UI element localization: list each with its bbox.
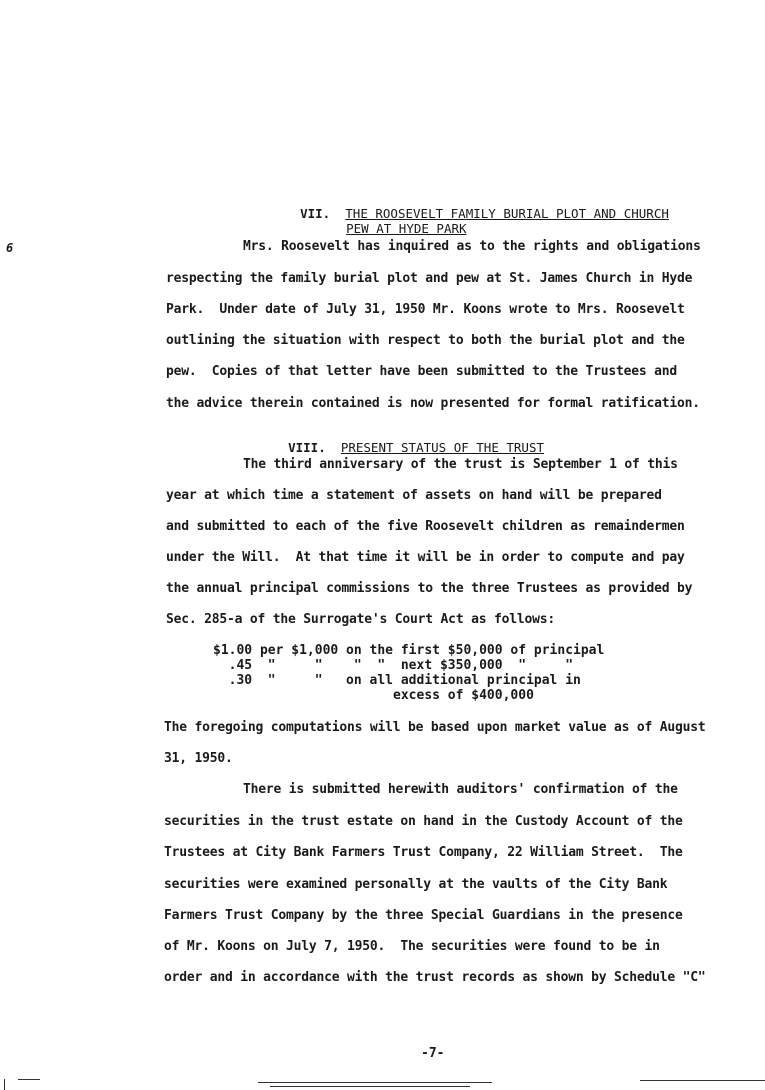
- section-viii-title: PRESENT STATUS OF THE TRUST: [340, 440, 545, 455]
- commission-table-row: .30 " " on all additional principal in: [213, 673, 581, 688]
- para4-line: Farmers Trust Company by the three Special Guardians in the presence: [164, 908, 683, 923]
- commission-table-row: excess of $400,000: [213, 688, 534, 703]
- page-number: -7-: [421, 1046, 445, 1061]
- para4-line: securities were examined personally at the vaults of the City Bank: [164, 877, 668, 892]
- bottom-tick: [4, 1079, 5, 1090]
- commission-table-row: $1.00 per $1,000 on the first $50,000 of principal: [213, 643, 605, 658]
- para3-line: 31, 1950.: [164, 751, 233, 766]
- para1-line: outlining the situation with respect to both the burial plot and the: [166, 333, 685, 348]
- para2-line: under the Will. At that time it will be in order to compute and pay: [166, 550, 685, 565]
- para1-line: respecting the family burial plot and pew at St. James Church in Hyde: [166, 271, 693, 286]
- section-vii-title-line2: PEW AT HYDE PARK: [346, 221, 467, 236]
- para4-line: order and in accordance with the trust records as shown by Schedule "C": [164, 970, 706, 985]
- para3-line: The foregoing computations will be based upon market value as of August: [164, 720, 706, 735]
- para4-line: Trustees at City Bank Farmers Trust Company, 22 William Street. The: [164, 845, 683, 860]
- para2-line: year at which time a statement of assets on hand will be prepared: [166, 488, 662, 503]
- para4-line: of Mr. Koons on July 7, 1950. The securities were found to be in: [164, 939, 660, 954]
- para4-line: securities in the trust estate on hand in the Custody Account of the: [164, 814, 683, 829]
- para2-line: and submitted to each of the five Roosevelt children as remaindermen: [166, 519, 685, 534]
- bottom-rule-center-2: [270, 1086, 470, 1087]
- para1-line: pew. Copies of that letter have been submitted to the Trustees and: [166, 364, 677, 379]
- bottom-rule-right: [640, 1080, 765, 1081]
- section-viii-number: VIII.: [288, 440, 326, 455]
- para1-line: Park. Under date of July 31, 1950 Mr. Koons wrote to Mrs. Roosevelt: [166, 302, 685, 317]
- margin-mark: 6: [6, 241, 14, 255]
- bottom-rule-center-1: [258, 1082, 492, 1083]
- para2-line: Sec. 285-a of the Surrogate's Court Act as follows:: [166, 612, 555, 627]
- section-vii-title-line1: THE ROOSEVELT FAMILY BURIAL PLOT AND CHURCH: [345, 206, 669, 221]
- para4-line: There is submitted herewith auditors' confirmation of the: [243, 782, 678, 797]
- section-vii-number: VII.: [300, 206, 331, 221]
- para2-line: The third anniversary of the trust is September 1 of this: [243, 457, 678, 472]
- commission-table-row: .45 " " " " next $350,000 " ": [213, 658, 574, 673]
- para1-line: Mrs. Roosevelt has inquired as to the rights and obligations: [243, 239, 701, 254]
- para2-line: the annual principal commissions to the three Trustees as provided by: [166, 581, 693, 596]
- bottom-rule-left: [18, 1079, 40, 1080]
- para1-line: the advice therein contained is now presented for formal ratification.: [166, 396, 700, 411]
